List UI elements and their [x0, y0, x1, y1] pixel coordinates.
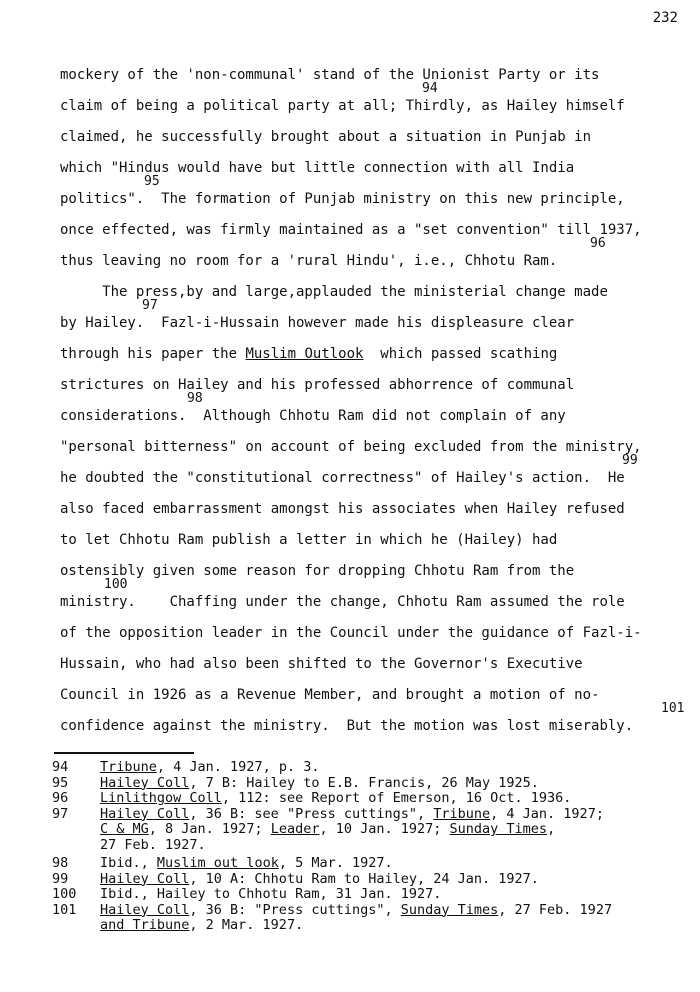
body-line-text: considerations. Although Chhotu Ram did not complain of any — [60, 408, 566, 424]
body-line — [60, 174, 690, 215]
footnote-97 — [52, 807, 682, 823]
source-title: Tribune — [433, 805, 491, 822]
body-line-text: politics". The formation of Punjab ministry on this new principle, — [60, 191, 625, 207]
source-title: Hailey Coll — [100, 870, 190, 887]
footnote-101 — [52, 903, 682, 919]
footnote-ref-99: 99 — [622, 453, 638, 468]
source-detail: , 36 B: see "Press cuttings", — [189, 805, 434, 822]
footnote-100 — [52, 887, 682, 903]
source-detail: , 8 Jan. 1927; — [148, 821, 271, 837]
footnote-number: 95 — [52, 774, 69, 791]
body-line-text: thus leaving no room for a 'rural Hindu', i.e., Chhotu Ram. — [60, 253, 558, 269]
footnote-number: 94 — [52, 759, 69, 775]
footnote-ref-98: 98 — [187, 391, 203, 406]
body-line: The press,by and large,applauded the ministerial change made — [60, 284, 608, 300]
source-detail: , 2 Mar. 1927. — [189, 917, 304, 933]
source-title: Hailey Coll — [100, 774, 190, 791]
footnote-text — [100, 760, 319, 776]
source-title: Leader — [270, 821, 320, 837]
body-line — [60, 391, 690, 432]
body-line-text: which passed scathing — [363, 346, 558, 362]
footnote-text — [100, 903, 612, 919]
body-line: "personal bitterness" on account of being excluded from the ministry, — [60, 439, 642, 455]
source-detail: , 10 Jan. 1927; — [319, 821, 450, 837]
source-detail: , 27 Feb. 1927 — [498, 901, 613, 918]
footnote-text — [100, 807, 604, 823]
source-detail: , — [547, 821, 556, 837]
body-line — [60, 577, 690, 618]
footnote-number: 96 — [52, 790, 69, 806]
body-line: to let Chhotu Ram publish a letter in which he (Hailey) had — [60, 532, 558, 548]
source-title: Muslim out look — [156, 855, 279, 871]
footnote-95 — [52, 776, 682, 792]
source-title: Sunday Times — [449, 821, 548, 837]
footnote-ref-96: 96 — [590, 236, 606, 251]
body-line: claimed, he successfully brought about a situation in Punjab in — [60, 129, 592, 145]
source-detail: , 10 A: Chhotu Ram to Hailey, 24 Jan. 1927. — [189, 870, 539, 887]
footnote-text — [100, 856, 393, 872]
body-line — [60, 236, 690, 277]
source-detail: , 4 Jan. 1927; — [490, 805, 604, 822]
source-detail: , 36 B: "Press cuttings", — [189, 901, 401, 918]
body-line-text: claim of being a political party at all; Thirdly, as Hailey himself — [60, 98, 625, 114]
body-line: of the opposition leader in the Council under the guidance of Fazl-i- — [60, 625, 642, 641]
body-line-text: confidence against the ministry. But the motion was lost miserably. — [60, 718, 634, 734]
source-title: Sunday Times — [400, 901, 499, 918]
source-detail: , 5 Mar. 1927. — [278, 855, 393, 871]
publication-title: Muslim Outlook — [245, 346, 364, 362]
source-title: Hailey Coll — [100, 901, 190, 918]
footnote-96 — [52, 791, 682, 807]
source-title: Linlithgow Coll — [100, 790, 222, 806]
footnote-ref-94: 94 — [422, 81, 438, 96]
source-title: C & MG — [100, 821, 149, 837]
footnote-101-continued — [52, 918, 682, 934]
footnote-ref-101: 101 — [661, 701, 685, 716]
page-number: 232 — [652, 10, 678, 26]
footnote-98 — [52, 856, 682, 872]
body-line-text: through his paper the — [60, 346, 246, 362]
footnote-ref-97: 97 — [142, 298, 158, 313]
footnotes — [52, 760, 682, 934]
body-line: Council in 1926 as a Revenue Member, and brought a motion of no- — [60, 687, 600, 703]
body-line: mockery of the 'non-communal' stand of the Unionist Party or its — [60, 67, 600, 83]
source-detail: , 112: see Report of Emerson, 16 Oct. 1936. — [221, 790, 572, 806]
body-line-text: ministry. Chaffing under the change, Chhotu Ram assumed the role — [60, 594, 625, 610]
body-line-text: he doubted the "constitutional correctness" of Hailey's action. He — [60, 470, 625, 486]
footnote-separator — [54, 752, 194, 754]
body-line: Hussain, who had also been shifted to the Governor's Executive — [60, 656, 583, 672]
footnote-94 — [52, 760, 682, 776]
body-line — [60, 453, 690, 494]
body-line: also faced embarrassment amongst his associates when Hailey refused — [60, 501, 625, 517]
body-line — [60, 81, 690, 122]
footnote-97-continued: 27 Feb. 1927. — [100, 836, 206, 853]
source-detail: , 7 B: Hailey to E.B. Francis, 26 May 1925. — [189, 774, 539, 791]
footnote-text: Ibid., Hailey to Chhotu Ram, 31 Jan. 1927. — [100, 886, 442, 902]
footnote-text — [100, 776, 539, 792]
body-line: strictures on Hailey and his professed abhorrence of communal — [60, 377, 575, 393]
footnote-text — [100, 791, 571, 807]
footnote-97-continued — [52, 822, 682, 838]
body-text — [60, 60, 690, 742]
source-title: Tribune — [100, 759, 157, 775]
body-line: ostensibly given some reason for dropping Chhotu Ram from the — [60, 563, 575, 579]
footnote-number: 100 — [52, 886, 77, 902]
body-line — [60, 298, 690, 339]
source-detail: Ibid., — [100, 855, 157, 871]
body-line: which "Hindus would have but little connection with all India — [60, 160, 575, 176]
footnote-number: 101 — [52, 901, 77, 918]
source-title: Hailey Coll — [100, 805, 190, 822]
footnote-99 — [52, 872, 682, 888]
footnote-text — [100, 872, 539, 888]
body-line-text: by Hailey. Fazl-i-Hussain however made his displeasure clear — [60, 315, 575, 331]
body-line — [60, 701, 690, 742]
footnote-number: 99 — [52, 870, 69, 887]
source-title: and Tribune — [100, 917, 190, 933]
footnote-number: 98 — [52, 855, 69, 871]
body-line: once effected, was firmly maintained as a "set convention" till 1937, — [60, 222, 642, 238]
source-detail: , 4 Jan. 1927, p. 3. — [156, 759, 320, 775]
footnote-number: 97 — [52, 805, 69, 822]
footnote-ref-95: 95 — [144, 174, 160, 189]
footnote-ref-100: 100 — [104, 577, 128, 592]
body-line — [60, 339, 690, 370]
